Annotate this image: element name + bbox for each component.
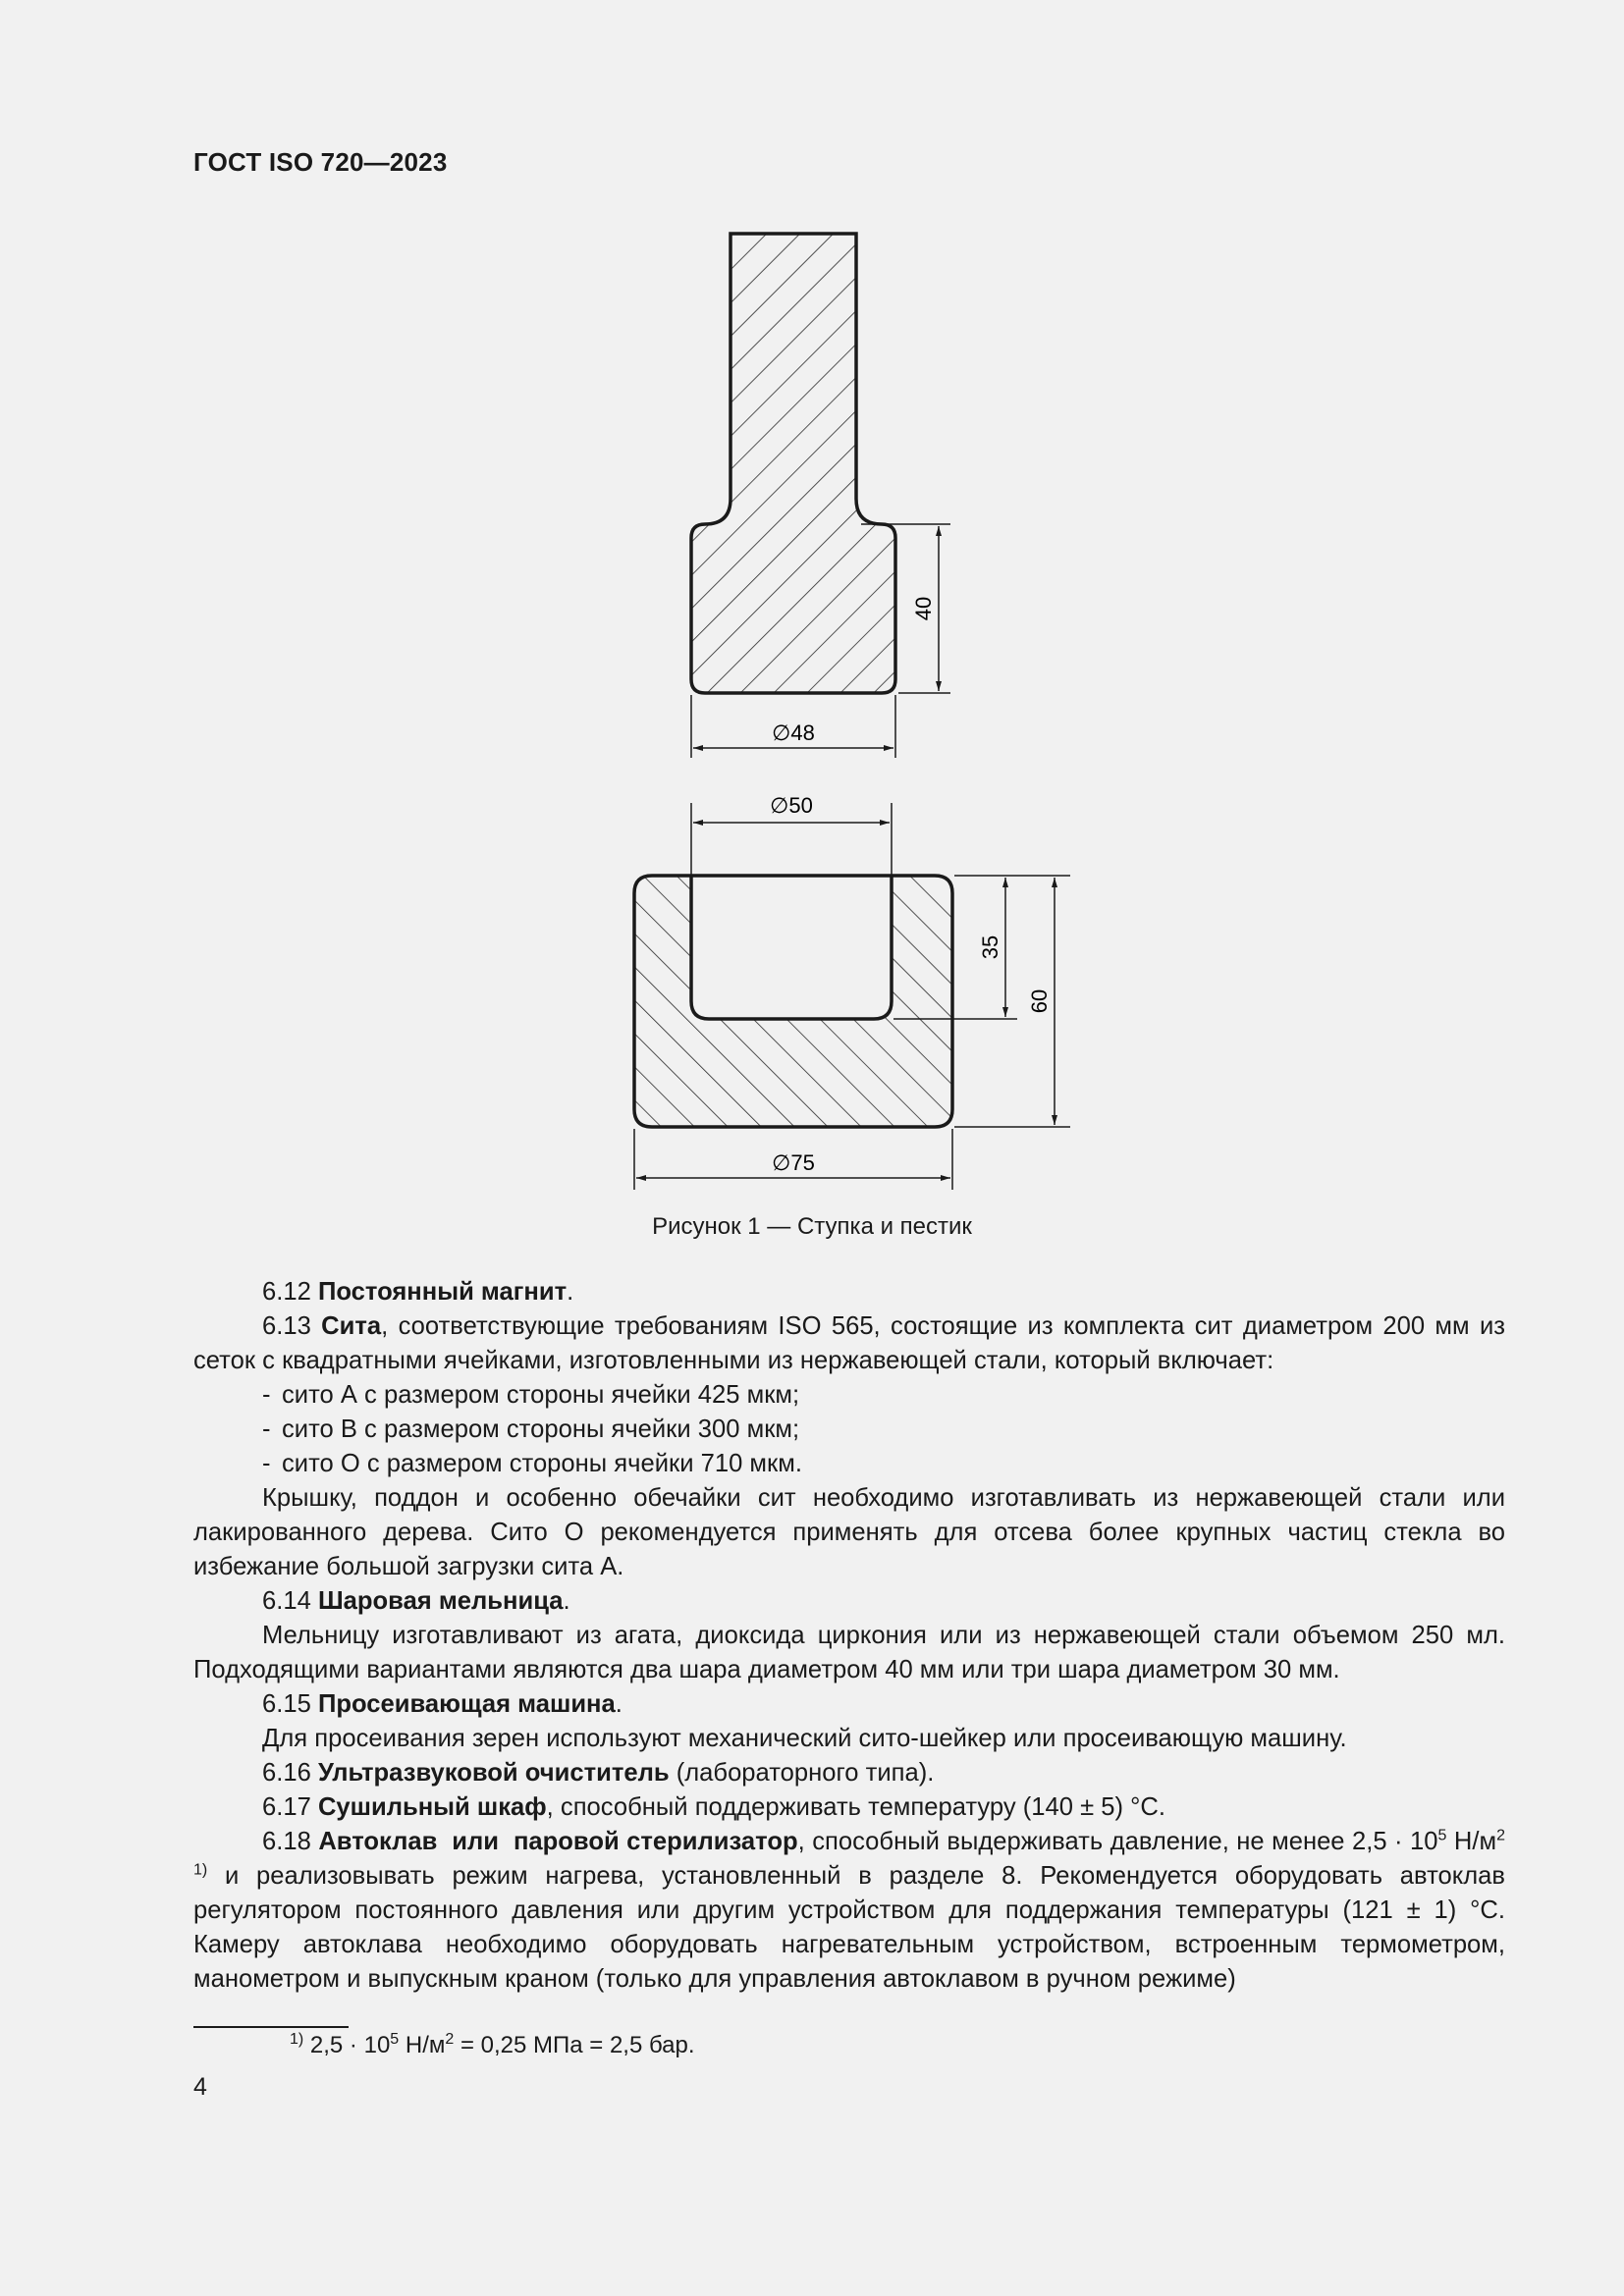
clause-number: 6.18	[262, 1828, 311, 1855]
list-item: - сито В с размером стороны ячейки 300 мкм;	[262, 1415, 800, 1443]
clause-number: 6.12	[262, 1278, 311, 1306]
clause-6-14: 6.14 Шаровая мельница.	[262, 1587, 570, 1615]
clause-number: 6.17	[262, 1793, 311, 1821]
clause-6-18: 6.18 Автоклав или паровой стерилизатор, способный выдерживать давление, не менее $2,5 \cdot 10^5$ $Н/м^{2 1)}$ и реализовывать режим нагрева, установленный в разделе 8. Рекомендуется оборудовать автоклав регулятором постоянного давления или другим устройством для поддержания температуры (121 ± 1) °С. Камеру автоклава необходимо оборудовать нагревательным устройством, встроенным термометром, манометром и выпускным краном (только для управления автоклавом в ручном режиме)	[193, 1827, 1506, 1993]
clause-6-13: 6.13 Сита, соответствующие требованиям ISO 565, состоящие из комплекта сит диаметром 200 мм из сеток с квадратными ячейками, изготовленными из нержавеющей стали, который включает:	[193, 1312, 1505, 1374]
page-number: 4	[193, 2073, 207, 2101]
document-body	[193, 1275, 1505, 1997]
clause-6-16: 6.16 Ультразвуковой очиститель (лабораторного типа).	[262, 1759, 935, 1787]
footnote-separator	[193, 2026, 349, 2028]
dim-mortar-depth: 35	[978, 934, 1002, 960]
figure-caption: Рисунок 1 — Ступка и пестик	[652, 1213, 972, 1240]
footnote: $^{1)}$ $2,5 \cdot 10^5$ $Н/м^2 = 0,25$ МПа = 2,5 бар.	[290, 2031, 695, 2058]
clause-6-15: 6.15 Просеивающая машина.	[262, 1690, 623, 1718]
clause-number: 6.13	[262, 1312, 311, 1340]
clause-number: 6.14	[262, 1587, 311, 1615]
list-item: - сито О с размером стороны ячейки 710 мкм.	[262, 1450, 802, 1477]
dim-pestle-height: 40	[911, 596, 936, 621]
clause-6-12: 6.12 Постоянный магнит.	[262, 1278, 574, 1306]
clause-title: Постоянный магнит	[317, 1278, 568, 1306]
mortar-section	[634, 876, 952, 1127]
clause-number: 6.16	[262, 1759, 311, 1787]
dim-mortar-outer-diameter: ∅75	[772, 1150, 815, 1175]
clause-title: Ультразвуковой очиститель	[317, 1759, 670, 1787]
dim-mortar-height: 60	[1027, 988, 1052, 1014]
sieve-note: Крышку, поддон и особенно обечайки сит необходимо изготавливать из нержавеющей стали или лакированного дерева. Сито О рекомендуется применять для отсева более крупных частиц стекла во избежание большой загрузки сита А.	[193, 1484, 1505, 1580]
dim-mortar-inner-diameter: ∅50	[770, 793, 813, 818]
footnote-ref: 2 1)	[193, 1827, 1506, 1879]
clause-number: 6.15	[262, 1690, 311, 1718]
clause-title: Сушильный шкаф	[317, 1793, 547, 1821]
pestle-section	[691, 234, 895, 693]
clause-6-17: 6.17 Сушильный шкаф, способный поддерживать температуру (140 ± 5) °С.	[262, 1793, 1165, 1821]
dim-pestle-diameter: ∅48	[772, 721, 815, 745]
clause-title: Просеивающая машина	[317, 1690, 616, 1718]
clause-title: Шаровая мельница	[317, 1587, 564, 1615]
document-header: ГОСТ ISO 720—2023	[193, 147, 448, 177]
clause-title: Сита	[321, 1312, 382, 1340]
clause-title: Автоклав или паровой стерилизатор	[318, 1828, 798, 1855]
list-item: - сито А с размером стороны ячейки 425 мкм;	[262, 1381, 800, 1409]
clause-6-14-text: Мельницу изготавливают из агата, диоксида циркония или из нержавеющей стали объемом 250 мл. Подходящими вариантами являются два шара диаметром 40 мм или три шара диаметром 30 мм.	[193, 1622, 1505, 1683]
clause-6-15-text: Для просеивания зерен используют механический сито-шейкер или просеивающую машину.	[262, 1725, 1347, 1752]
